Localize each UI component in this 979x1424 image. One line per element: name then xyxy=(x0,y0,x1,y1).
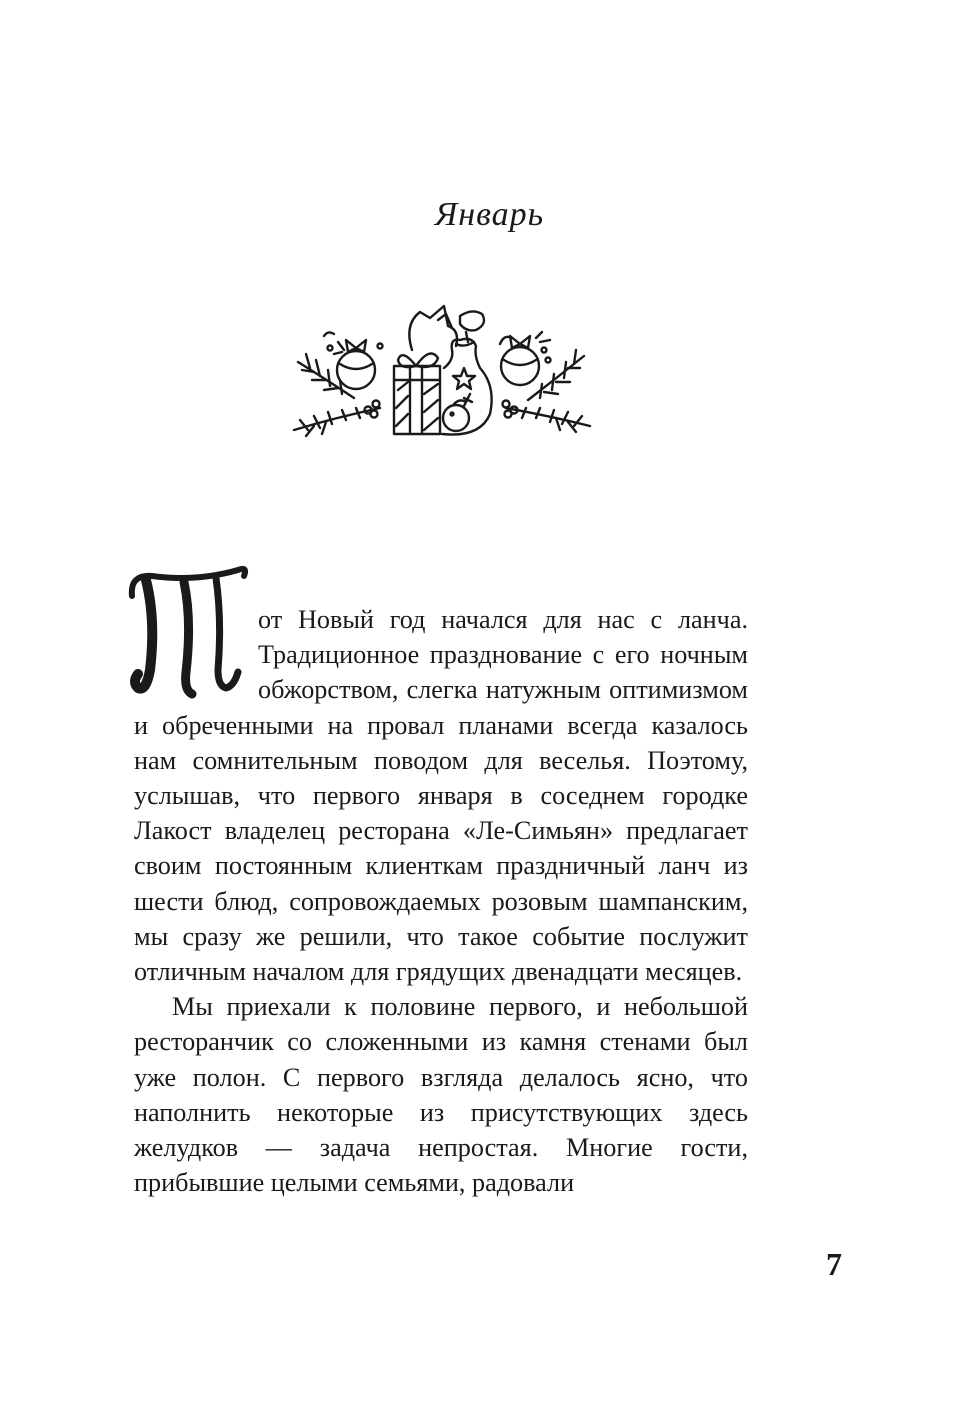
body-text xyxy=(134,602,748,1200)
paragraph-2: Мы приехали к половине первого, и небольшой ресторанчик со сложенными из камня стенами был уже полон. С первого взгляда делалось ясно, что наполнить некоторые из присутствующих здесь желудков — задача непростая. Многие гости, прибывшие целыми семьями, радовали xyxy=(134,992,748,1198)
chapter-title: Январь xyxy=(434,196,545,233)
paragraph-1-text: от Новый год начался для нас с ланча. Традиционное празднование с его ночным обжорством, слегка натужным оптимизмом и обреченными на провал планами всегда казалось нам сомнительным поводом для веселья. Поэтому, услышав, что первого января в соседнем городке Лакост владелец ресторана «Ле-Симьян» предлагает своим постоянным клиенткам праздничный ланч из шести блюд, сопровождаемых розовым шампанским, мы сразу же решили, что такое событие послужит отличным началом для грядущих двенадцати месяцев. xyxy=(134,605,748,987)
paragraph-1 xyxy=(134,602,748,989)
christmas-ornament-icon xyxy=(284,290,600,442)
page-number: 7 xyxy=(826,1246,842,1282)
drop-cap-space xyxy=(134,602,258,706)
